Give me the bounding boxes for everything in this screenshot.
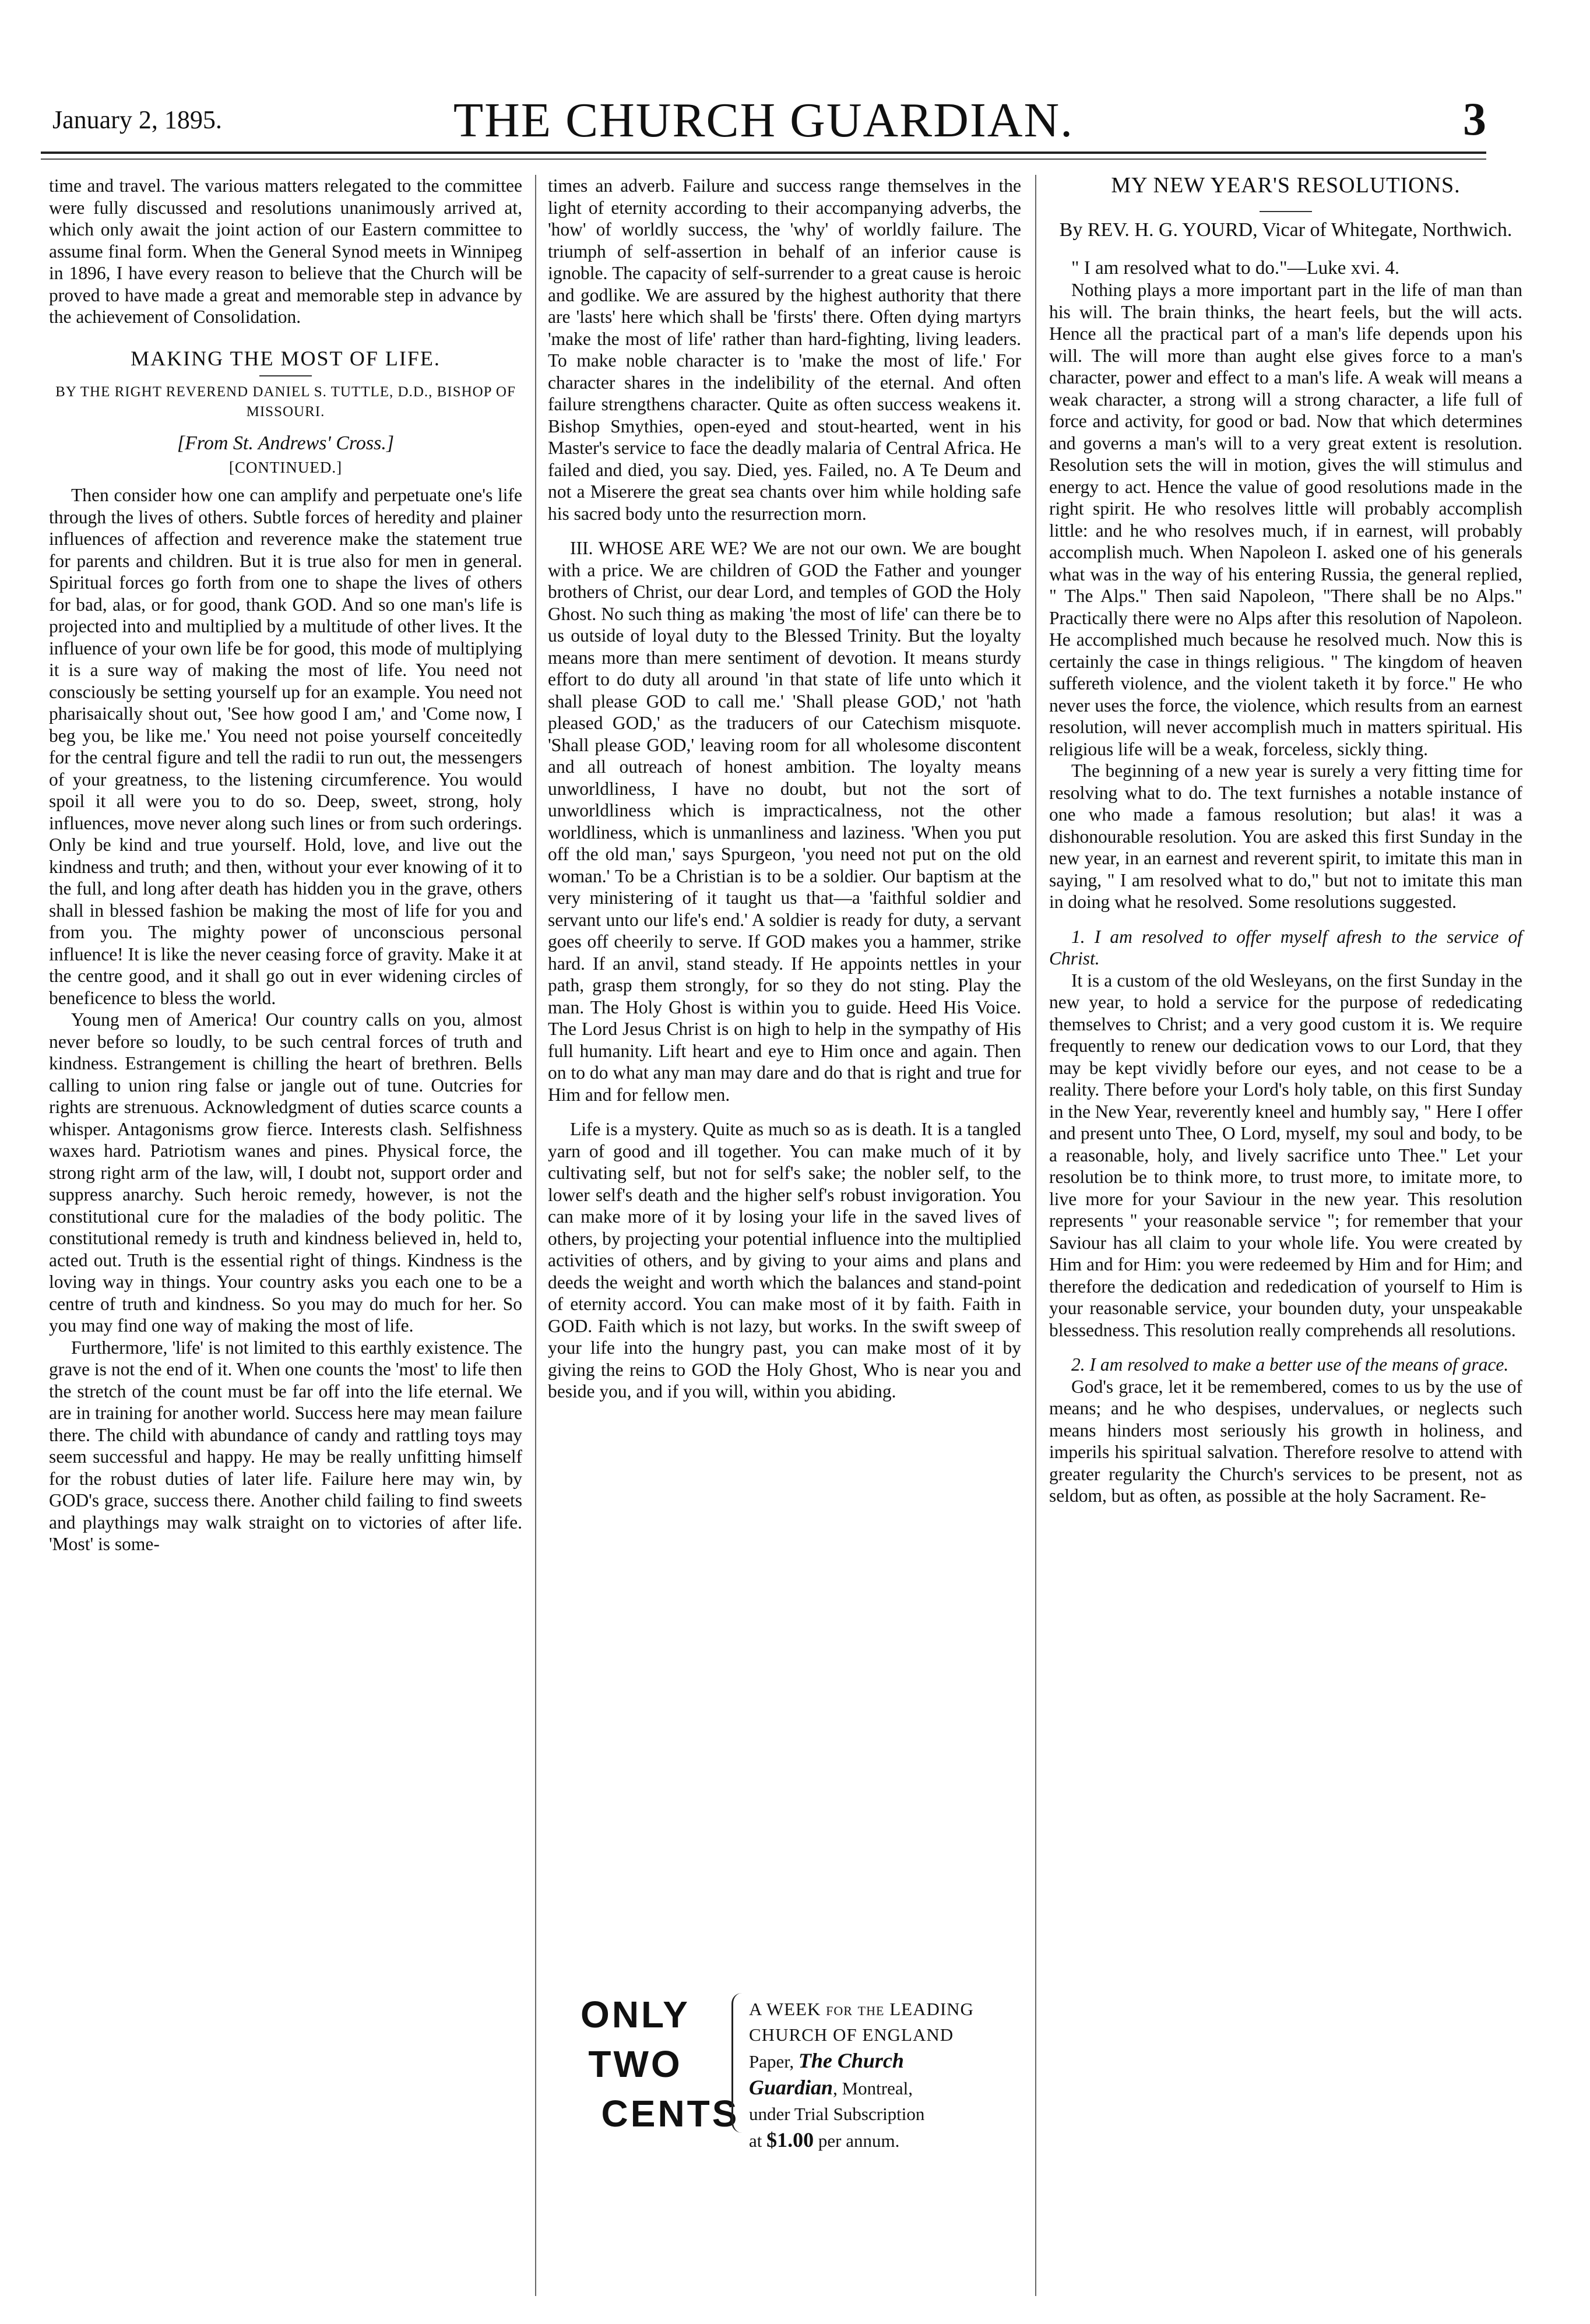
scripture-quote: " I am resolved what to do."—Luke xvi. 4. [1071, 257, 1400, 279]
article-paragraph: time and travel. The various matters relegated to the committee were fully discussed and resolutions unanimously arrived at, which only await the joint action of our Eastern committee to assume final form. When the General Synod meets in Winnipeg in 1896, I have every reason to believe that the Church will be proved to have made a great and memorable step in advance by the achievement of Consolidation. [49, 175, 522, 327]
brace-icon [731, 1993, 745, 2133]
article-paragraph: times an adverb. Failure and success range themselves in the light of eternity according to their accompanying adverbs, the 'how' of worldly success, the 'why' of worldly failure. The triumph of self-assertion in behalf of an inferior cause is ignoble. The capacity of self-surrender to a great cause is heroic and godlike. We are assured by the highest authority that there are 'lasts' here which shall be 'firsts' there. Often dying martyrs 'make the most of life' rather than hard-fighting, living leaders. To make noble character is to 'make the most of life.' For character shares in the indelibility of the eternal. And often failure strengthens character. Quite as often success weakens it. Bishop Smythies, open-eyed and stout-hearted, went in his Master's service to face the deadly malaria of Central Africa. He failed and died, you say. Died, yes. Failed, no. A Te Deum and not a Miserere the great sea chants over him while holding safe his sacred body unto the resurrection morn. [548, 175, 1021, 524]
article-paragraph: Young men of America! Our country calls on you, almost never before so loudly, to be such central forces of truth and kindness. Estrangement is chilling the heart of brethren. Bells calling to union ring false or jangle out of tune. Outcries for rights are strenuous. Acknowledgment of duties scarce counts a whisper. Antagonisms grow fierce. Interests clash. Selfishness waxes hard. Patriotism wanes and pines. Physical force, the strong right arm of the law, will, I doubt not, support order and suppress anarchy. Such heroic remedy, however, is not the constitutional cure for the maladies of the body politic. The constitutional remedy is truth and kindness believed in, held to, acted out. Truth is the essential right of things. Kindness is the loving way in things. Your country asks you each one to be a centre of truth and kindness. So you may do much for her. So you may find one way of making the most of life. [49, 1009, 522, 1336]
resolution-heading: 1. I am resolved to offer myself afresh to the service of Christ. [1049, 926, 1522, 969]
article-paragraph: III. WHOSE ARE WE? We are not our own. We are bought with a price. We are children of GOD the Father and younger brothers of Christ, our dear Lord, and temples of GOD the Holy Ghost. No such thing as making 'the most of life' can there be to us outside of loyal duty to the Blessed Trinity. But the loyalty means more than mere sentiment of devotion. It means sturdy effort to do duty all around 'in that state of life unto which it shall please GOD to call me.' 'Shall please GOD,' not 'hath pleased GOD,' as the traducers of our Catechism misquote. 'Shall please GOD,' leaving room for all wholesome discontent and all outreach of honest ambition. The loyalty means unworldliness, I have no doubt, but not the sort of unworldliness which is impracticalness, not the other worldliness, which is unmanliness and laziness. 'When you put off the old man,' says Spurgeon, 'you need not put on the old woman.' To be a Christian is to be a soldier. Our baptism at the very ministering of it taught us that—a 'faithful soldier and servant unto our life's end.' A soldier is ready for duty, a servant goes off cheerily to serve. If GOD makes you a hammer, strike hard. If an anvil, stand steady. If He appoints nettles in your path, grasp them strongly, for so they do not sting. Play the man. The Holy Ghost is within you to guide. Heed His Voice. The Lord Jesus Christ is on high to help in the sympathy of His full humanity. Lift heart and eye to Him once and again. Then on to do what any man may dare and do that is right and true for Him and for fellow men. [548, 538, 1021, 1105]
ad-headline-cents: CENTS [601, 2093, 740, 2135]
ad-line: CHURCH OF ENGLAND [749, 2024, 954, 2045]
ad-headline-two: TWO [588, 2043, 683, 2085]
ad-line: A WEEK for the LEADING [749, 1999, 974, 2019]
paper-name: The Church [798, 2049, 904, 2072]
masthead [41, 87, 1486, 152]
article-paragraph: God's grace, let it be remembered, comes to us by the use of means; and he who despises, undervalues, or neglects such means hinders most seriously his growth in holiness, and imperils his spiritual salvation. Therefore resolve to attend with greater regularity the Church's services to be present, not as seldom, but as often, as possible at the holy Sacrament. Re- [1049, 1376, 1522, 1506]
column-2 [548, 175, 1021, 1403]
ad-text-part: , Montreal, [833, 2078, 913, 2098]
masthead-rule [41, 152, 1486, 154]
column-1 [49, 175, 522, 1555]
issue-date: January 2, 1895. [52, 105, 222, 134]
resolution-heading: 2. I am resolved to make a better use of the means of grace. [1071, 1354, 1509, 1375]
article-paragraph: It is a custom of the old Wesleyans, on the first Sunday in the new year, to hold a service for the purpose of rededicating themselves to Christ; and a very good custom it is. We require frequently to renew our dedication vows to our Lord, that they may be kept vividly before our eyes, and not cease to be a reality. There before your Lord's holy table, on this first Sunday in the New Year, reverently kneel and humbly say, " Here I offer and present unto Thee, O Lord, myself, my soul and body, to be a reasonable, holy, and lively sacrifice unto Thee." Let your resolution be to think more, to trust more, to imitate more, to live more for your Saviour in the new year. This resolution represents " your reasonable service "; for remember that your Saviour has all claim to your whole life. You were created by Him and for Him: you were redeemed by Him and for Him; and therefore the dedication and rededication of yourself to Him is your reasonable service, your bounden duty, your unspeakable blessedness. This resolution really comprehends all resolutions. [1049, 970, 1522, 1340]
article-paragraph: Then consider how one can amplify and perpetuate one's life through the lives of others. Subtle forces of heredity and plainer influences of affection and reverence make the statement true for parents and children. But it is true also for men in general. Spiritual forces go forth from one to shape the lives of others for bad, alas, or for good, thank GOD. And so one man's life is projected into and multiplied by a multitude of other lives. It the influence of your own life be for good, this mode of multiplying it is a sure way of making the most of life. You need not consciously be setting yourself up for an example. You need not pharisaically shout out, 'See how good I am,' and 'Come now, I beg you, be like me.' You need not poise yourself conceitedly for the central figure and tell the radii to run out, the messengers of your greatness, to the listening circumference. You would spoil it all were you to do so. Deep, sweet, strong, holy influences, move never along such lines or from such orderings. Only be kind and true yourself. Hold, love, and live out the kindness and truth; and then, without your ever knowing of it to the full, and long after death has hidden you in the grave, others shall in blessed fashion be making the most of life for you and from you. The mighty power of unconscious personal influence! It is like the never ceasing force of gravity. Make it at the centre good, and it shall go out in ever widening circles of beneficence to bless the world. [49, 485, 522, 1008]
ad-body [749, 1996, 1017, 2154]
article-byline: BY THE RIGHT REVEREND DANIEL S. TUTTLE, D.D., BISHOP OF MISSOURI. [55, 384, 516, 420]
heading-rule [259, 375, 312, 376]
article-heading: MY NEW YEAR'S RESOLUTIONS. [1111, 173, 1461, 198]
continued-note: [CONTINUED.] [228, 458, 343, 476]
subscription-advertisement [551, 1993, 1022, 2152]
article-source: [From St. Andrews' Cross.] [177, 432, 395, 454]
subscription-price: $1.00 [766, 2128, 814, 2152]
article-paragraph: Life is a mystery. Quite as much so as is death. It is a tangled yarn of good and ill together. You can make much of it by cultivating self, but not for self's sake; the nobler self, to the lower self's death and the higher self's robust invigoration. You can make more of it by losing your life in the saved lives of others, by projecting your potential influence into the multiplied activities of others, and by giving to your aims and plans and deeds the weight and worth which the balances and stand-point of eternity accord. You can make most of it by faith. Faith in GOD. Faith which is not lazy, but works. In the swift sweep of your life into the hungry past, you can make most of it by giving the reins to GOD the Holy Ghost, Who is near you and beside you, and if you will, within you abiding. [548, 1119, 1021, 1402]
ad-line [749, 2048, 1017, 2075]
article-heading: MAKING THE MOST OF LIFE. [131, 346, 441, 370]
column-divider [1035, 175, 1036, 2296]
ad-text-part: per annum. [814, 2131, 900, 2151]
masthead-rule-thin [41, 159, 1486, 160]
ad-line: under Trial Subscription [749, 2104, 925, 2124]
ad-text-part: at [749, 2131, 767, 2151]
ad-line [749, 2075, 1017, 2101]
article-paragraph: Nothing plays a more important part in the life of man than his will. The brain thinks, the heart feels, but the will acts. Hence all the practical part of a man's life depends upon his will. The will more than aught else gives force to a man's character, power and effect to a man's life. A weak will means a weak character, a strong will a strong character, a life full of force and activity, for good or bad. Now that which determines and governs a man's will to a very great extent is resolution. Resolution sets the will in motion, gives the will stimulus and energy to act. Hence the value of good resolutions made in the right spirit. He who resolves little will probably accomplish little: and he who resolves much, if in earnest, will probably accomplish much. When Napoleon I. asked one of his generals what was in the way of his entering Russia, the general replied, " The Alps." Then said Napoleon, "There shall be no Alps." Practically there were no Alps after this resolution of Napoleon. He accomplished much because he resolved much. Now this is certainly the case in things religious. " The kingdom of heaven suffereth violence, and the violent taketh it by force." He who never uses the force, the violence, which results from an earnest resolution, will never accomplish much in matters spiritual. His religious life will be a weak, forceless, sickly thing. [1049, 280, 1522, 759]
paper-name: Guardian [749, 2076, 833, 2099]
column-divider [535, 175, 536, 2296]
column-3 [1049, 175, 1522, 1507]
page-number: 3 [1463, 94, 1486, 145]
ad-headline-only: ONLY [581, 1994, 690, 2036]
ad-line [749, 2127, 1017, 2154]
article-byline: By REV. H. G. YOURD, Vicar of Whitegate, Northwich. [1059, 219, 1512, 241]
newspaper-title: THE CHURCH GUARDIAN. [453, 93, 1074, 147]
heading-rule [1260, 211, 1312, 212]
article-paragraph: The beginning of a new year is surely a very fitting time for resolving what to do. The text furnishes a notable instance of one who made a famous resolution; but alas! it was a dishonourable resolution. You are asked this first Sunday in the new year, in an earnest and reverent spirit, to imitate this man in saying, " I am resolved what to do," but not to imitate this man in doing what he resolved. Some resolutions suggested. [1049, 760, 1522, 912]
article-paragraph: Furthermore, 'life' is not limited to this earthly existence. The grave is not the end of it. When one counts the 'most' to life then the stretch of the count must be far off into the life eternal. We are in training for another world. Success here may mean failure there. The child with abundance of candy and rattling toys may seem successful and happy. He may be really unfitting himself for the robust duties of later life. Failure here may win, by GOD's grace, success there. Another child failing to find sweets and playthings may walk straight on to victories of after life. 'Most' is some- [49, 1337, 522, 1554]
ad-text-part: Paper, [749, 2051, 798, 2072]
